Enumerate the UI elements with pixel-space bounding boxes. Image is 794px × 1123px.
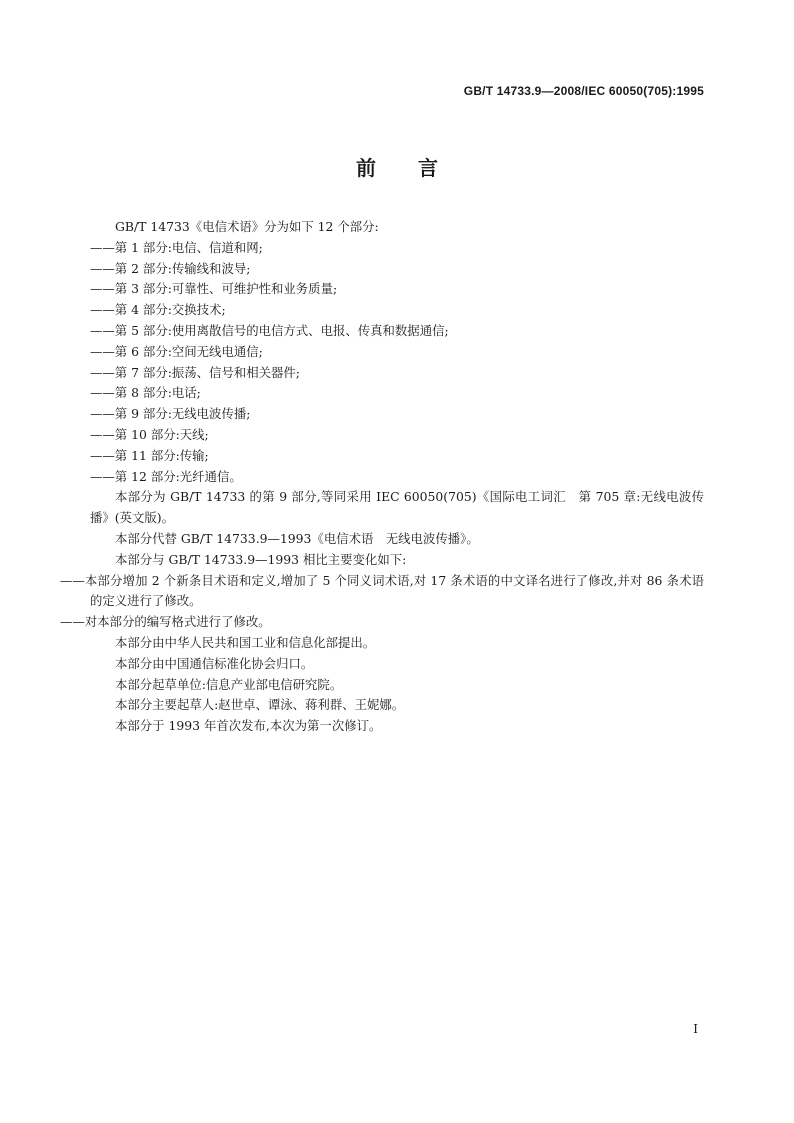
part-list-item: ——第 5 部分:使用离散信号的电信方式、电报、传真和数据通信;	[90, 322, 449, 338]
drafting-unit-paragraph: 本部分起草单位:信息产业部电信研究院。	[115, 676, 343, 692]
page-title: 前言	[356, 156, 480, 180]
changes-intro-paragraph: 本部分与 GB/T 14733.9—1993 相比主要变化如下:	[115, 551, 407, 567]
part-list-item: ——第 10 部分:天线;	[90, 426, 209, 442]
part-list-item: ——第 7 部分:振荡、信号和相关器件;	[90, 364, 300, 380]
intro-paragraph: GB/T 14733《电信术语》分为如下 12 个部分:	[115, 219, 379, 234]
foreword-body	[60, 217, 704, 737]
adoption-paragraph: 本部分为 GB/T 14733 的第 9 部分,等同采用 IEC 60050(705)《国际电工词汇 第 705 章:无线电波传播》(英文版)。	[90, 489, 704, 526]
drafters-paragraph: 本部分主要起草人:赵世卓、谭泳、蒋利群、王妮娜。	[115, 697, 405, 713]
part-list-item: ——第 3 部分:可靠性、可维护性和业务质量;	[90, 281, 338, 297]
part-list-item: ——第 9 部分:无线电波传播;	[90, 406, 251, 422]
part-list-item: ——第 8 部分:电话;	[90, 385, 201, 401]
replaces-paragraph: 本部分代替 GB/T 14733.9—1993《电信术语 无线电波传播》。	[115, 530, 479, 546]
change-list-item: ——本部分增加 2 个新条目术语和定义,增加了 5 个同义词术语,对 17 条术语的中文译名进行了修改,并对 86 条术语的定义进行了修改。	[60, 572, 704, 609]
part-list-item: ——第 2 部分:传输线和波导;	[90, 260, 251, 276]
change-list-item: ——对本部分的编写格式进行了修改。	[60, 614, 271, 630]
part-list-item: ——第 11 部分:传输;	[90, 447, 209, 463]
centralized-by-paragraph: 本部分由中国通信标准化协会归口。	[115, 655, 314, 671]
proposed-by-paragraph: 本部分由中华人民共和国工业和信息化部提出。	[115, 634, 376, 650]
part-list-item: ——第 4 部分:交换技术;	[90, 302, 226, 318]
part-list-item: ——第 12 部分:光纤通信。	[90, 468, 242, 484]
part-list-item: ——第 1 部分:电信、信道和网;	[90, 239, 263, 255]
history-paragraph: 本部分于 1993 年首次发布,本次为第一次修订。	[115, 718, 382, 734]
page-number: I	[693, 1022, 698, 1036]
standard-code-header: GB/T 14733.9—2008/IEC 60050(705):1995	[463, 84, 704, 98]
part-list-item: ——第 6 部分:空间无线电通信;	[90, 343, 263, 359]
